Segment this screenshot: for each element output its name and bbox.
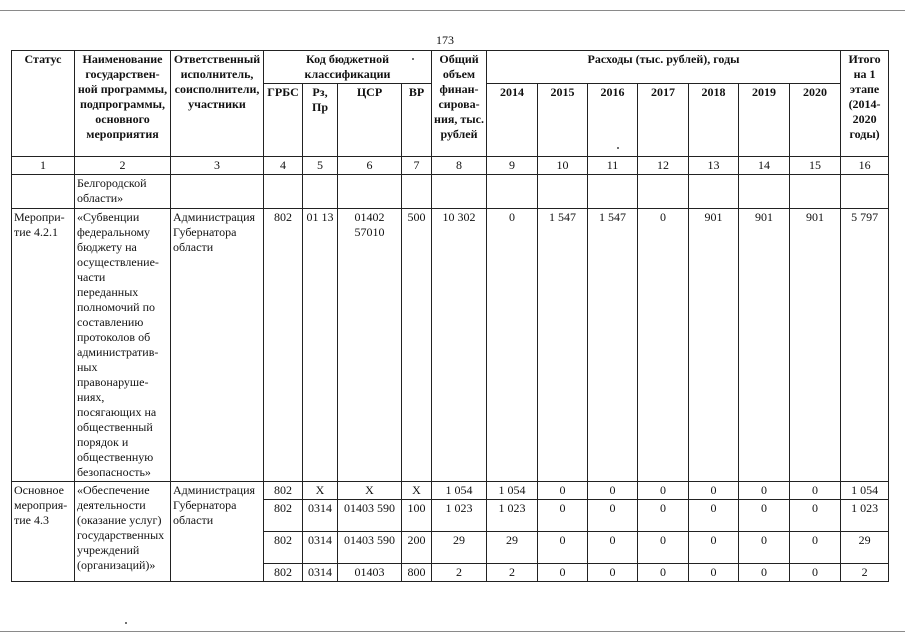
column-number: 1 — [12, 157, 75, 175]
cell-year: 0 — [638, 482, 689, 500]
cell-year: 0 — [689, 482, 739, 500]
scan-speck — [412, 58, 414, 60]
cell-year: 0 — [790, 532, 841, 564]
cell-year: 1 023 — [487, 500, 538, 532]
header-expenses: Расходы (тыс. рублей), годы — [487, 51, 841, 84]
cell-year: 0 — [588, 500, 638, 532]
header-year: 2018 — [689, 84, 739, 157]
cell-year: 0 — [689, 532, 739, 564]
cell-stage-total: 1 054 — [841, 482, 889, 500]
cell-year: 901 — [790, 209, 841, 482]
measure-4-3-row — [12, 482, 889, 500]
cell-empty — [588, 175, 638, 209]
cell-year: 0 — [689, 500, 739, 532]
cell-year: 0 — [638, 532, 689, 564]
measure-name: «Обеспечение деятельности (оказание услуг) государственных учреждений (организаций)» — [75, 482, 171, 582]
cell-year: 0 — [638, 500, 689, 532]
measure-responsible: Администрация Губернатора области — [171, 209, 264, 482]
column-number: 4 — [264, 157, 303, 175]
cell-year: 0 — [538, 482, 588, 500]
cell-year: 0 — [538, 532, 588, 564]
page-edge-top — [0, 10, 905, 11]
cell-total: 2 — [432, 564, 487, 582]
cell-year: 0 — [689, 564, 739, 582]
cell-csr: X — [338, 482, 402, 500]
cell-year: 1 054 — [487, 482, 538, 500]
continuation-row — [12, 175, 889, 209]
cell-rz: 01 13 — [303, 209, 338, 482]
cell-grbs: 802 — [264, 482, 303, 500]
cell-year: 901 — [689, 209, 739, 482]
header-name: Наименование государствен-ной программы, подпрограммы, основного мероприятия — [75, 51, 171, 157]
header-year: 2020 — [790, 84, 841, 157]
cell-csr: 01403 — [338, 564, 402, 582]
cell-year: 0 — [739, 564, 790, 582]
budget-table — [11, 50, 889, 582]
cell-empty — [487, 175, 538, 209]
cell-total: 1 054 — [432, 482, 487, 500]
header-vr: ВР — [402, 84, 432, 157]
header-responsible: Ответственный исполнитель, соисполнители, участники — [171, 51, 264, 157]
cell-empty — [338, 175, 402, 209]
header-grbs: ГРБС — [264, 84, 303, 157]
scan-speck — [125, 622, 127, 624]
cell-year: 0 — [739, 482, 790, 500]
cell-csr: 01403 590 — [338, 500, 402, 532]
continuation-name: Белгородской области» — [75, 175, 171, 209]
header-year: 2017 — [638, 84, 689, 157]
cell-year: 0 — [538, 500, 588, 532]
page-number: 173 — [436, 33, 454, 47]
cell-grbs: 802 — [264, 209, 303, 482]
cell-year: 1 547 — [588, 209, 638, 482]
cell-year: 0 — [790, 500, 841, 532]
column-number: 13 — [689, 157, 739, 175]
measure-name: «Субвенции федеральному бюджету на осуществление-части переданных полномочий по составлению протоколов об административ-ных правонаруше-ниях, посягающих на общественный порядок и общественную безопасность» — [75, 209, 171, 482]
header-row-1 — [12, 51, 889, 84]
page-edge-bottom — [0, 631, 905, 632]
measure-4-2-1-row — [12, 209, 889, 482]
cell-empty — [12, 175, 75, 209]
cell-year: 1 547 — [538, 209, 588, 482]
header-year: 2015 — [538, 84, 588, 157]
cell-stage-total: 29 — [841, 532, 889, 564]
cell-empty — [739, 175, 790, 209]
cell-csr: 01402 57010 — [338, 209, 402, 482]
cell-rz: X — [303, 482, 338, 500]
cell-year: 0 — [588, 564, 638, 582]
cell-year: 2 — [487, 564, 538, 582]
column-number: 3 — [171, 157, 264, 175]
cell-grbs: 802 — [264, 532, 303, 564]
column-numbers-row — [12, 157, 889, 175]
column-number: 10 — [538, 157, 588, 175]
cell-year: 29 — [487, 532, 538, 564]
column-number: 14 — [739, 157, 790, 175]
column-number: 5 — [303, 157, 338, 175]
cell-rz: 0314 — [303, 532, 338, 564]
cell-year: 0 — [790, 482, 841, 500]
header-stage-total: Итого на 1 этапе (2014-2020 годы) — [841, 51, 889, 157]
cell-total: 10 302 — [432, 209, 487, 482]
cell-year: 0 — [588, 482, 638, 500]
cell-vr: 500 — [402, 209, 432, 482]
cell-vr: X — [402, 482, 432, 500]
cell-year: 0 — [790, 564, 841, 582]
header-budget-code: Код бюджетной классификации — [264, 51, 432, 84]
column-number: 12 — [638, 157, 689, 175]
cell-vr: 800 — [402, 564, 432, 582]
cell-year: 0 — [538, 564, 588, 582]
column-number: 7 — [402, 157, 432, 175]
column-number: 6 — [338, 157, 402, 175]
cell-rz: 0314 — [303, 564, 338, 582]
cell-year: 0 — [739, 532, 790, 564]
header-total: Общий объем финан-сирова-ния, тыс. рублей — [432, 51, 487, 157]
header-year: 2016 — [588, 84, 638, 157]
cell-empty — [402, 175, 432, 209]
cell-empty — [264, 175, 303, 209]
cell-empty — [171, 175, 264, 209]
column-number: 16 — [841, 157, 889, 175]
cell-year: 0 — [487, 209, 538, 482]
cell-year: 0 — [739, 500, 790, 532]
cell-total: 29 — [432, 532, 487, 564]
cell-vr: 100 — [402, 500, 432, 532]
header-status: Статус — [12, 51, 75, 157]
cell-stage-total: 2 — [841, 564, 889, 582]
column-number: 9 — [487, 157, 538, 175]
cell-stage-total: 1 023 — [841, 500, 889, 532]
column-number: 8 — [432, 157, 487, 175]
cell-stage-total: 5 797 — [841, 209, 889, 482]
header-csr: ЦСР — [338, 84, 402, 157]
cell-empty — [432, 175, 487, 209]
column-number: 2 — [75, 157, 171, 175]
cell-empty — [638, 175, 689, 209]
header-rz: Рз, Пр — [303, 84, 338, 157]
column-number: 15 — [790, 157, 841, 175]
cell-empty — [303, 175, 338, 209]
cell-empty — [841, 175, 889, 209]
column-number: 11 — [588, 157, 638, 175]
measure-status: Основное мероприя-тие 4.3 — [12, 482, 75, 582]
cell-year: 0 — [638, 209, 689, 482]
cell-vr: 200 — [402, 532, 432, 564]
cell-year: 0 — [588, 532, 638, 564]
cell-year: 0 — [638, 564, 689, 582]
cell-grbs: 802 — [264, 500, 303, 532]
cell-empty — [538, 175, 588, 209]
cell-empty — [689, 175, 739, 209]
cell-total: 1 023 — [432, 500, 487, 532]
cell-year: 901 — [739, 209, 790, 482]
measure-responsible: Администрация Губернатора области — [171, 482, 264, 582]
cell-csr: 01403 590 — [338, 532, 402, 564]
cell-grbs: 802 — [264, 564, 303, 582]
header-year: 2014 — [487, 84, 538, 157]
cell-rz: 0314 — [303, 500, 338, 532]
cell-empty — [790, 175, 841, 209]
header-year: 2019 — [739, 84, 790, 157]
measure-status: Меропри-тие 4.2.1 — [12, 209, 75, 482]
scan-speck — [617, 147, 619, 149]
